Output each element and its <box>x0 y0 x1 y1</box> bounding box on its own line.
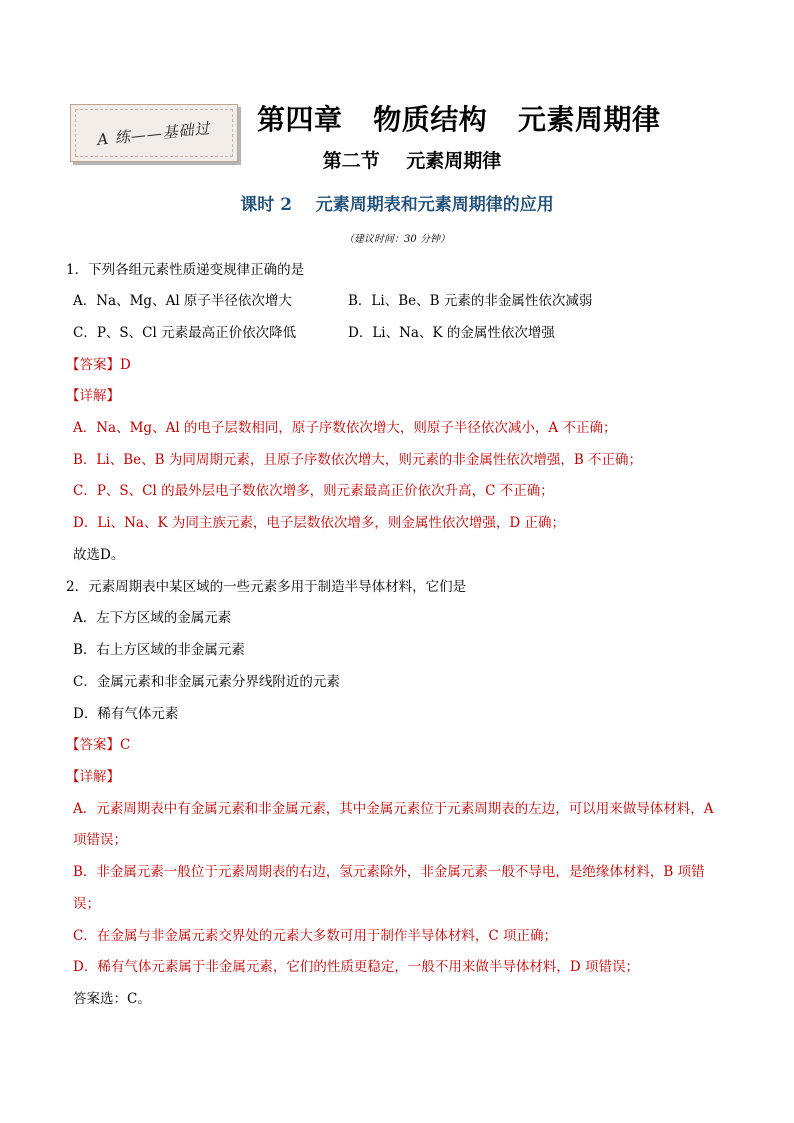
q1-explanation-d: D．Li、Na、K 为同主族元素，电子层数依次增多，则金属性依次增强，D 正确； <box>73 515 565 531</box>
time-hint: （建议时间：30 分钟） <box>344 234 450 245</box>
q2-explanation-b-line1: B．非金属元素一般位于元素周期表的右边，氢元素除外，非金属元素一般不导电，是绝缘体材料，B 项错 <box>73 864 705 880</box>
section-title: 第二节 元素周期律 <box>322 150 502 172</box>
q2-explanation-c: C．在金属与非金属元素交界处的元素大多数可用于制作半导体材料，C 项正确； <box>73 928 557 944</box>
q2-explanation-b-line2: 误； <box>73 896 100 912</box>
q1-option-c: C．P、S、Cl 元素最高正价依次降低 <box>73 325 297 341</box>
q1-explanation-b: B．Li、Be、B 为同周期元素，且原子序数依次增大，则元素的非金属性依次增强，B 不正确； <box>73 452 643 468</box>
q1-option-d: D．Li、Na、K 的金属性依次增强 <box>348 325 555 341</box>
q2-option-c: C．金属元素和非金属元素分界线附近的元素 <box>73 674 340 690</box>
q2-option-d: D．稀有气体元素 <box>73 706 179 722</box>
q2-answer: 【答案】C <box>66 737 131 753</box>
practice-badge-label: A 练——基础过 <box>96 118 212 149</box>
q1-explanation-c: C．P、S、Cl 的最外层电子数依次增多，则元素最高正价依次升高，C 不正确； <box>73 483 554 499</box>
q2-explanation-d: D．稀有气体元素属于非金属元素，它们的性质更稳定，一般不用来做半导体材料，D 项错误； <box>73 959 639 975</box>
q1-explanation-a: A．Na、Mg、Al 的电子层数相同，原子序数依次增大，则原子半径依次减小，A 不正确； <box>73 420 617 436</box>
chapter-title: 第四章 物质结构 元素周期律 <box>257 103 661 136</box>
q1-conclusion: 故选D。 <box>73 547 125 563</box>
q1-option-a: A．Na、Mg、Al 原子半径依次增大 <box>73 293 292 309</box>
q2-option-b: B．右上方区域的非金属元素 <box>73 642 245 658</box>
q1-option-b: B．Li、Be、B 元素的非金属性依次减弱 <box>348 293 593 309</box>
q2-detail-label: 【详解】 <box>66 769 120 785</box>
q2-explanation-a-line1: A．元素周期表中有金属元素和非金属元素，其中金属元素位于元素周期表的左边，可以用来做导体材料，A <box>73 801 714 817</box>
q1-stem: 1．下列各组元素性质递变规律正确的是 <box>66 262 305 278</box>
q2-explanation-a-line2: 项错误； <box>73 832 127 848</box>
q1-detail-label: 【详解】 <box>66 388 120 404</box>
lesson-title: 课时 2 元素周期表和元素周期律的应用 <box>240 195 554 215</box>
q2-conclusion: 答案选：C。 <box>73 991 151 1007</box>
q2-stem: 2．元素周期表中某区域的一些元素多用于制造半导体材料，它们是 <box>66 579 467 595</box>
q2-option-a: A．左下方区域的金属元素 <box>73 610 232 626</box>
q1-answer: 【答案】D <box>66 357 131 373</box>
